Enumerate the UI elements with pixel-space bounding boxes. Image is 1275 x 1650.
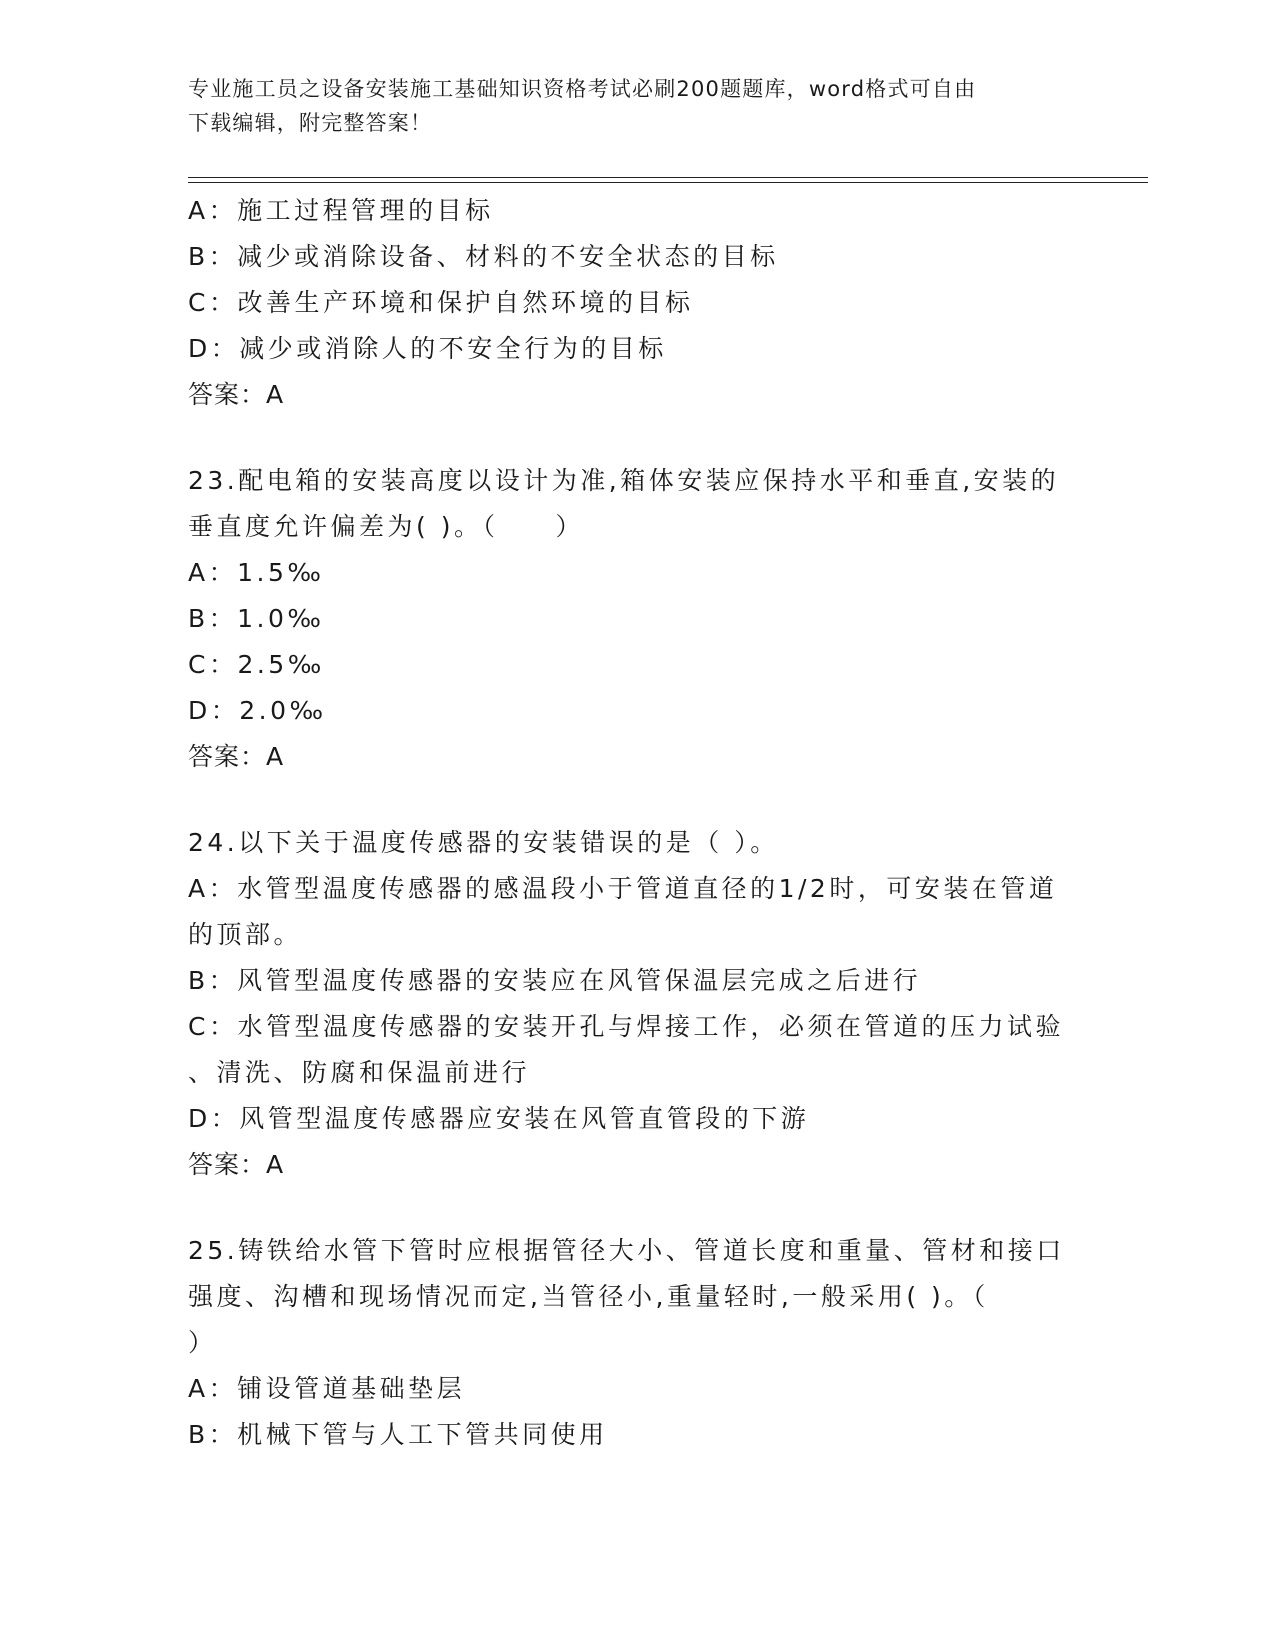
header-divider-bottom	[188, 182, 1148, 183]
option-c-line-2: 、清洗、防腐和保温前进行	[188, 1058, 531, 1087]
question-23	[188, 458, 1088, 780]
question-stem-line-2: 垂直度允许偏差为( )。（ ）	[188, 512, 584, 541]
option-a: A：1.5‰	[188, 558, 325, 587]
spacer	[188, 780, 1088, 820]
question-22-options	[188, 188, 1088, 418]
option-c-line-1: C：水管型温度传感器的安装开孔与焊接工作，必须在管道的压力试验	[188, 1012, 1064, 1041]
option-b: B：风管型温度传感器的安装应在风管保温层完成之后进行	[188, 966, 922, 995]
question-25	[188, 1228, 1088, 1458]
option-c: C：2.5‰	[188, 650, 325, 679]
option-a-line-1: A：水管型温度传感器的感温段小于管道直径的1/2时，可安装在管道	[188, 874, 1058, 903]
spacer	[188, 1188, 1088, 1228]
answer-line: 答案：A	[188, 380, 285, 409]
question-stem-line-1: 25.铸铁给水管下管时应根据管径大小、管道长度和重量、管材和接口	[188, 1236, 1065, 1265]
question-content	[188, 188, 1088, 1458]
option-c: C：改善生产环境和保护自然环境的目标	[188, 288, 694, 317]
header-line-1: 专业施工员之设备安装施工基础知识资格考试必刷200题题库，word格式可自由	[188, 77, 977, 101]
option-b: B：机械下管与人工下管共同使用	[188, 1420, 608, 1449]
option-d: D：减少或消除人的不安全行为的目标	[188, 334, 667, 363]
answer-line: 答案：A	[188, 742, 285, 771]
question-24	[188, 820, 1088, 1188]
option-d: D：风管型温度传感器应安装在风管直管段的下游	[188, 1104, 810, 1133]
question-stem-line-1: 23.配电箱的安装高度以设计为准,箱体安装应保持水平和垂直,安装的	[188, 466, 1060, 495]
answer-line: 答案：A	[188, 1150, 285, 1179]
question-stem-line-3: ）	[188, 1328, 217, 1357]
option-b: B：1.0‰	[188, 604, 325, 633]
option-a: A：施工过程管理的目标	[188, 196, 494, 225]
spacer	[188, 418, 1088, 458]
document-header	[188, 72, 1068, 140]
question-stem: 24.以下关于温度传感器的安装错误的是（ ）。	[188, 828, 779, 857]
option-d: D：2.0‰	[188, 696, 327, 725]
header-line-2: 下载编辑，附完整答案！	[188, 111, 433, 135]
header-divider-top	[188, 177, 1148, 178]
option-a-line-2: 的顶部。	[188, 920, 303, 949]
question-stem-line-2: 强度、沟槽和现场情况而定,当管径小,重量轻时,一般采用( )。（	[188, 1282, 989, 1311]
option-a: A：铺设管道基础垫层	[188, 1374, 466, 1403]
option-b: B：减少或消除设备、材料的不安全状态的目标	[188, 242, 779, 271]
